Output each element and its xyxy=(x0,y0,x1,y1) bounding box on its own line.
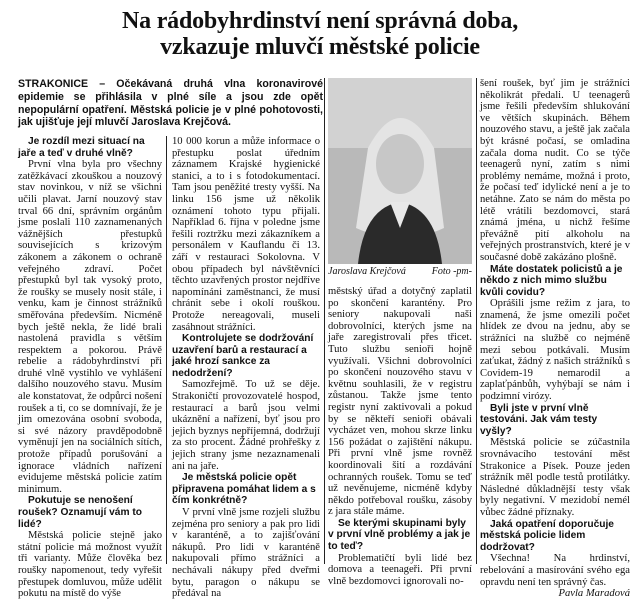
column-divider xyxy=(324,78,325,564)
paragraph: V první vlně jsme rozjeli službu zejména pro seniory a pak pro lidi v karanténě, a to zajišťování nákupů. Pro lidi v karanténě nakupovali přímo strážníci a nechávali nákupy před dveřmi bytu, paragon o nákupu se předával na xyxy=(172,507,320,600)
article-column-1 xyxy=(18,136,162,600)
author-byline: Pavla Maradová xyxy=(558,588,630,600)
article-column-4 xyxy=(480,78,630,600)
interview-question: Je rozdíl mezi situací na jaře a teď v druhé vlně? xyxy=(18,136,145,159)
headline-line-1: Na rádobyhrdinství není správná doba, xyxy=(121,8,519,34)
paragraph: Všechna! Na hrdinství, rebelování a masírování svého ega opravdu není ten správný čas. xyxy=(480,553,630,588)
interview-question: Se kterými skupinami byly v první vlně problémy a jak je to teď? xyxy=(328,517,471,553)
paragraph: Oprášili jsme režim z jara, to znamená, že jsme omezili počet hlídek ze dvou na jednu, aby se strážníci na službě co nejméně mezi sebou potkávali. Musím zaťukat, žádný z našich strážníků s Covidem-19 nemarodil a zaplaťpánbůh, vyhýbají se nám i podzimní virózy. xyxy=(480,298,630,403)
caption-credit: Foto -pm- xyxy=(431,266,472,277)
paragraph: 10 000 korun a může informace o přestupku poslat úředním záznamem Krajské hygienické stanici, a to i s fotodokumentací. Tam jsou peněžité tresty vyšší. Na linku 156 jsme už několik oznámení tohoto typu přijali. Například 6. října v poledne jsme řešili roztržku mezi zákazníkem a personálem v Kauflandu či 13. září v restauraci Sokolovna. V obou případech byl návštěvníci těchto uzavřených prostor nejdříve napomínáni zaměstnanci, že musí chránit sebe i okolí rouškou. Protože nereagovali, museli zasáhnout strážníci. xyxy=(172,136,320,333)
column-divider xyxy=(476,78,477,564)
interview-question: Pokutuje se nenošení roušek? Oznamují vám to lidé? xyxy=(18,495,142,530)
interview-question: Jaká opatření doporučuje městská policie lidem dodržovat? xyxy=(480,518,614,553)
photo-caption xyxy=(328,266,472,277)
column-divider xyxy=(166,136,167,564)
headline-line-2: vzkazuje mluvčí městské policie xyxy=(160,34,480,60)
paragraph: Městská policie stejně jako státní policie má možnost využít tři varianty. Může člověka bez roušky napomenout, tedy vyřešit přestupek domluvou, může udělit pokutu na místě do výše xyxy=(18,530,162,600)
paragraph: Městská policie se zúčastnila srovnávacího testování měst Strakonice a Písek. Pouze jeden strážník měl podle testů protilátky. Následné důkladnější testy však byly negativní. V mezidobí nemél vůbec žádné příznaky. xyxy=(480,437,630,518)
paragraph: Samozřejmě. To už se děje. Strakoničtí provozovatelé hospod, restaurací a barů jsou velmi ukáznění a nařízení, byť jsou pro jejich byznys nepříjemná, dodržují za sto procent. Žádné prohřešky z jejich strany jsme nezaznamenali ani na jaře. xyxy=(172,379,320,472)
interview-question: Je městská policie opět připravena pomáhat lidem a s čím konkrétně? xyxy=(172,472,316,507)
paragraph: První vlna byla pro všechny zatěžkávací zkouškou a nouzový stav novinkou, v níž se všichni učili plavat. Jarní nouzový stav trval 66 dní, správním orgánům jsme poslali 110 zaznamenaných vážnějších přestupků souvisejících s krizovým zákonem a zákonem o ochraně veřejného zdraví. Počet přestupků byl tak vysoký proto, že roušky se musely nosit stále, i venku, kam je činnost strážníků směřována především. Nicméně bych ještě nekla, že lidé brali nastolená pravidla s větším respektem a pokorou. Právě rebelie a rádobyhrdinství při druhé vlně vystihlo ve vyhlášení dalšího nouzového stavu. Musím ale konstatovat, že odpůrci nošení roušek a ti, co se domnívají, že je jim omezována osobní svoboda, si své názory pravděpodobně vyměnují jen na sociálních sítích, protože případů porušování a ignorace vládních nařízení evidujeme městská policie zatím minimum. xyxy=(18,159,162,495)
article-column-3 xyxy=(328,286,472,587)
interview-question: Byli jste v první vlně testováni. Jak vám testy vyšly? xyxy=(480,402,598,437)
headline xyxy=(0,8,640,60)
paragraph: městský úřad a dotyčný zaplatil po skončení karantény. Pro seniory nakupovali naši dobrovolníci, kterých jsme na jaře zaregistrovali přes třicet. Tuto službu senioři hojně využívali. Všichni dobrovolníci po skončení nouzového stavu v květnu souhlasili, že v registru zůstanou. Takže jsme tento registr nyní zaktivovali a pokud by se někteří senioři obávali vycházet ven, mohou skrze linku 156 požádat o zajištění nákupu. Při první vlně jsme rovněž koordinovali šití a rozdávání ochranných roušek. Tomu se teď už nevěnujeme, nicméně kdyby někdo potřeboval roušku, zásoby z jara stále máme. xyxy=(328,286,472,518)
interview-question: Máte dostatek policistů a je někdo z nich mimo službu kvůli covidu? xyxy=(480,263,623,298)
paragraph: Problematičtí byli lidé bez domova a teenageři. Při první vlně bezdomovci ignorovali no- xyxy=(328,552,472,587)
portrait-illustration xyxy=(328,78,472,264)
paragraph: šení roušek, byť jim je strážníci několikrát předali. U teenagerů jsme řešili především shlukování ve větších skupinách. Během nouzového stavu, a ještě jak začala být krásné počasí, se omladina začala doma nudit. Co se týče teenagerů nyní, zatím s nimi problémy nemáme, možná i proto, že počasí teď idylické není a je to netáhne. Zato se nám do města po létě vrátili bezdomovci, stará známá jména, u nichž řešíme převážně pití alkoholu na veřejných prostranstvích, které je v současné době zakázáno plošně. xyxy=(480,78,630,263)
lead-paragraph: STRAKONICE – Očekávaná druhá vlna koronavirové epidemie se přihlásila v plné síle a jsou zde opět nepopulární opatření. Městská policie je v plné pohotovosti, jak ujišťuje její mluvčí Jaroslava Krejčová. xyxy=(18,78,323,129)
caption-name: Jaroslava Krejčová xyxy=(328,266,406,277)
interview-question: Kontrolujete se dodržování uzavření barů a restaurací a jaké hrozí sankce za nedodržení? xyxy=(172,333,314,379)
portrait-photo xyxy=(328,78,472,264)
article-column-2 xyxy=(172,136,320,600)
